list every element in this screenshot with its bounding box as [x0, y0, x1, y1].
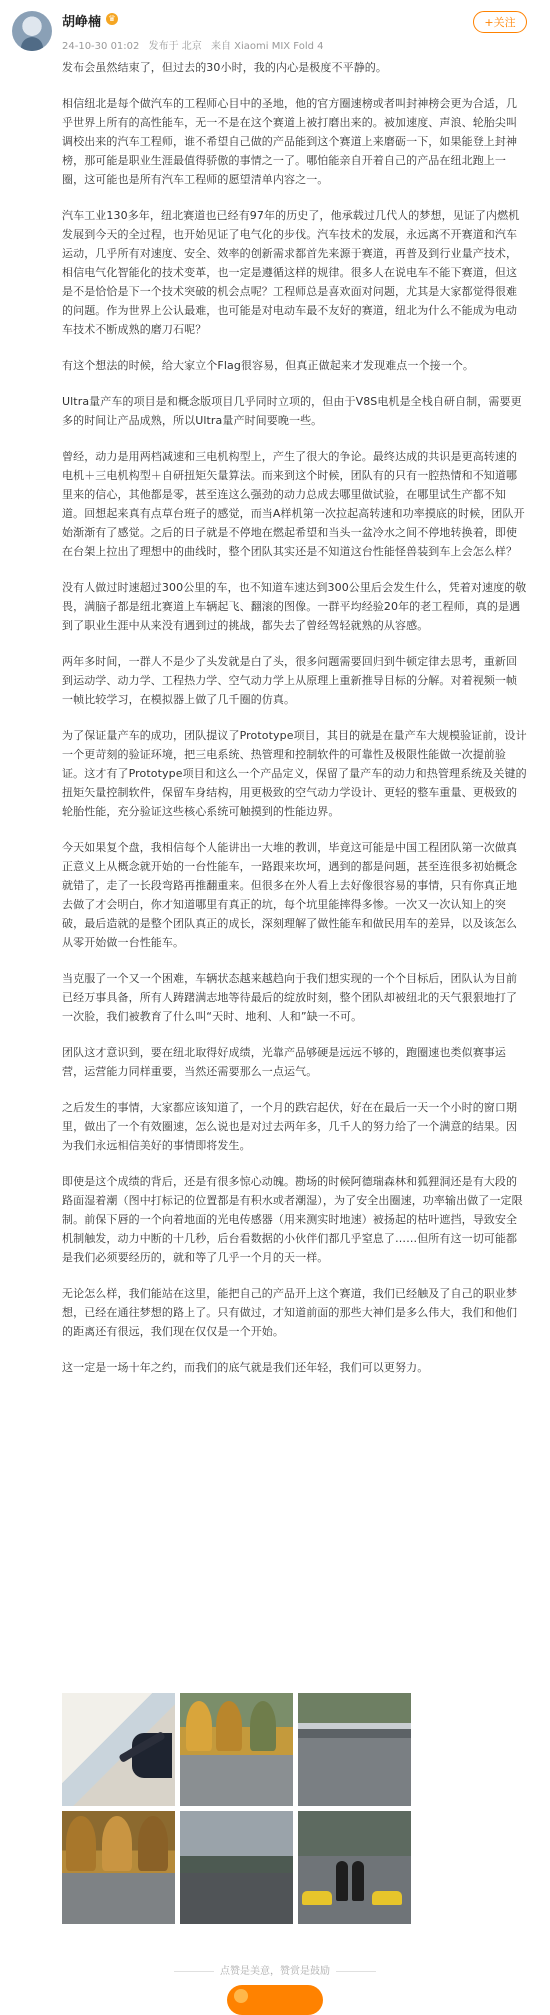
reward-button[interactable]	[227, 1985, 323, 2015]
support-text: 点赞是美意，赞赏是鼓励	[0, 1962, 550, 1977]
paragraph-14: 即使是这个成绩的背后，还是有很多惊心动魄。勘场的时候阿德瑞森林和狐狸洞还是有大段的路面湿着潮（图中打标记的位置都是有积水或者潮湿），为了安全出圈速，功率输出做了一定限制。前保下唇的一个向着地面的光电传感器（用来测实时地速）被扬起的枯叶遮挡，导致安全机制触发，动力中断的十几秒，后台看数据的小伙伴们都几乎窒息了……但所有这一切可能都是我们必须要经历的，就和等了几乎一个月的天一样。	[62, 1175, 523, 1264]
guardrail-track-photo[interactable]	[298, 1693, 411, 1806]
paragraph-7: 没有人做过时速超过300公里的车，也不知道车速达到300公里后会发生什么，凭着对速度的敬畏，满脑子都是纽北赛道上车辆起飞、翻滚的图像。一群平均经验20年的老工程师，真的是遇到了职业生涯中从来没有遇到过的挑战，都失去了曾经驾轻就熟的从容感。	[62, 581, 527, 632]
tree-shape	[186, 1701, 212, 1751]
post-header	[0, 0, 550, 60]
paragraph-10: 今天如果复个盘，我相信每个人能讲出一大堆的教训，毕竟这可能是中国工程团队第一次做真正意义上从概念就开始的一台性能车，一路跟来坎坷，遇到的都是问题，甚至连很多初始概念就错了，走了一长段弯路再推翻重来。但很多在外人看上去好像很容易的事情，只有你真正地去做了才会明白，你才知道哪里有真正的坑，每个坑里能摔得多惨。一次又一次认知上的突破，最后造就的是整个团队真正的成长，深刻理解了做性能车和做民用车的差异，以及该怎么从零开始做一台性能车。	[62, 841, 518, 949]
paragraph-8: 两年多时间，一群人不是少了头发就是白了头，很多问题需要回归到牛顿定律去思考，重新回到运动学、动力学、工程热力学、空气动力学上从原理上重新推导目标的分解。对着视频一帧一帧比较学习，在模拟器上做了几千圈的仿真。	[62, 655, 518, 706]
car-shape	[372, 1891, 402, 1905]
paragraph-13: 之后发生的事情，大家都应该知道了，一个月的跌宕起伏，好在在最后一天一个小时的窗口期里，做出了一个有效圈速，怎么说也是对过去两年多，几千人的努力给了一个满意的结果。因为我们永远相信美好的事情即将发生。	[62, 1101, 518, 1152]
tree-shape	[66, 1816, 96, 1871]
paragraph-16: 这一定是一场十年之约，而我们的底气就是我们还年轻，我们可以更努力。	[62, 1361, 429, 1374]
post-meta	[62, 37, 330, 52]
reward-icon	[234, 1989, 248, 2003]
team-with-cars-photo[interactable]	[298, 1811, 411, 1924]
paragraph-2: 相信纽北是每个做汽车的工程师心目中的圣地，他的官方圈速榜或者叫封神榜会更为合适，几乎世界上所有的高性能车，无一不是在这个赛道上被打磨出来的。被加速度、声浪、轮胎尖叫调校出来的汽车工程师，谁不希望自己做的产品能到这个赛道上来磨砺一下，如果能登上封神榜，那可能是职业生涯最值得骄傲的事情之一了。哪怕能亲自开着自己的产品在纽北跑上一圈，这可能也是所有汽车工程师的愿望清单内容之一。	[62, 97, 518, 186]
autumn-forest-track-photo[interactable]	[62, 1811, 175, 1924]
person-shape	[336, 1861, 348, 1901]
track-map-photo[interactable]	[62, 1693, 175, 1806]
author-name[interactable]: 胡峥楠	[62, 15, 102, 30]
post-timestamp: 24-10-30 01:02	[62, 41, 140, 52]
post-body	[62, 58, 528, 1377]
paragraph-6: 曾经，动力是用两档减速和三电机构型上，产生了很大的争论。最终达成的共识是更高转速的电机＋三电机构型＋自研扭矩矢量算法。而来到这个时候，团队有的只有一腔热情和不知道哪里来的信心，其他都是零，甚至连这么强劲的动力总成去哪里做试验，在哪里试生产都不知道。回想起来真有点草台班子的感觉，而当A样机第一次拉起高转速和功率摸底的时候，团队开始渐渐有了感觉。之后的日子就是不停地在燃起希望和当头一盆冷水之间不停地转换着，即使在台架上拉出了理想中的曲线时，整个团队其实还是不知道这台性能怪兽装到车上会怎么样？	[62, 450, 525, 558]
paragraph-3: 汽车工业130多年，纽北赛道也已经有97年的历史了，他承载过几代人的梦想，见证了内燃机发展到今天的全过程，也开始见证了电气化的步伐。汽车技术的发展，永远离不开赛道和汽车运动，几乎所有对速度、安全、效率的创新需求都首先来源于赛道，再普及到行业量产技术，相信电气化智能化的技术变革，也一定是遵循这样的规律。很多人在说电车不能下赛道，但这是不是恰恰是下一个技术突破的机会点呢？工程师总是喜欢面对问题，尤其是大家都觉得很难的问题。作为世界上公认最难，也可能是对电动车最不友好的赛道，纽北为什么不能成为电动车技术不断成熟的磨刀石呢？	[62, 209, 520, 336]
person-shape	[352, 1861, 364, 1901]
post-location: 发布于 北京	[148, 41, 202, 52]
tree-shape	[216, 1701, 242, 1751]
paragraph-5: Ultra量产车的项目是和概念版项目几乎同时立项的，但由于V8S电机是全栈自研自制，需要更多的时间让产品成熟，所以Ultra量产时间要晚一些。	[62, 395, 522, 427]
guardrail-shape	[298, 1723, 411, 1729]
crown-badge-icon: ♛	[106, 13, 118, 25]
car-shape	[302, 1891, 332, 1905]
autumn-trees-photo[interactable]	[180, 1693, 293, 1806]
paragraph-4: 有这个想法的时候，给大家立个Flag很容易，但真正做起来才发现难点一个接一个。	[62, 359, 475, 372]
tree-shape	[250, 1701, 276, 1751]
paragraph-12: 团队这才意识到，要在纽北取得好成绩，光靠产品够硬是远远不够的，跑圈速也类似赛事运营，运营能力同样重要，当然还需要那么一点运气。	[62, 1046, 506, 1078]
author-avatar[interactable]	[12, 11, 52, 51]
paragraph-11: 当克服了一个又一个困难，车辆状态越来越趋向于我们想实现的一个个目标后，团队认为目前已经万事具备，所有人踌躇满志地等待最后的绽放时刻，整个团队却被纽北的天气狠狠地打了一次脸，我们被教育了什么叫“天时、地利、人和”缺一不可。	[62, 972, 518, 1023]
follow-button[interactable]: +关注	[473, 11, 527, 33]
paragraph-1: 发布会虽然结束了，但过去的30小时，我的内心是极度不平静的。	[62, 61, 387, 74]
tree-shape	[102, 1816, 132, 1871]
tree-shape	[138, 1816, 168, 1871]
post-device: 来自 Xiaomi MIX Fold 4	[210, 41, 324, 52]
paragraph-9: 为了保证量产车的成功，团队提议了Prototype项目，其目的就是在量产车大规模验证前，设计一个更苛刻的验证环境，把三电系统、热管理和控制软件的可靠性及极限性能做一次提前验证。这才有了Prototype项目和这么一个产品定义，保留了量产车的动力和热管理系统及关键的扭矩矢量控制软件，保留车身结构，用更极致的空气动力学设计、更轻的整车重量、更极致的轮胎性能，充分验证这些核心系统可触摸到的性能边界。	[62, 729, 527, 818]
paragraph-15: 无论怎么样，我们能站在这里，能把自己的产品开上这个赛道，我们已经触及了自己的职业梦想，已经在通往梦想的路上了。只有做过，才知道前面的那些大神们是多么伟大，我们和他们的距离还有很远，我们现在仅仅是一个开始。	[62, 1287, 518, 1338]
wet-road-photo[interactable]	[180, 1811, 293, 1924]
